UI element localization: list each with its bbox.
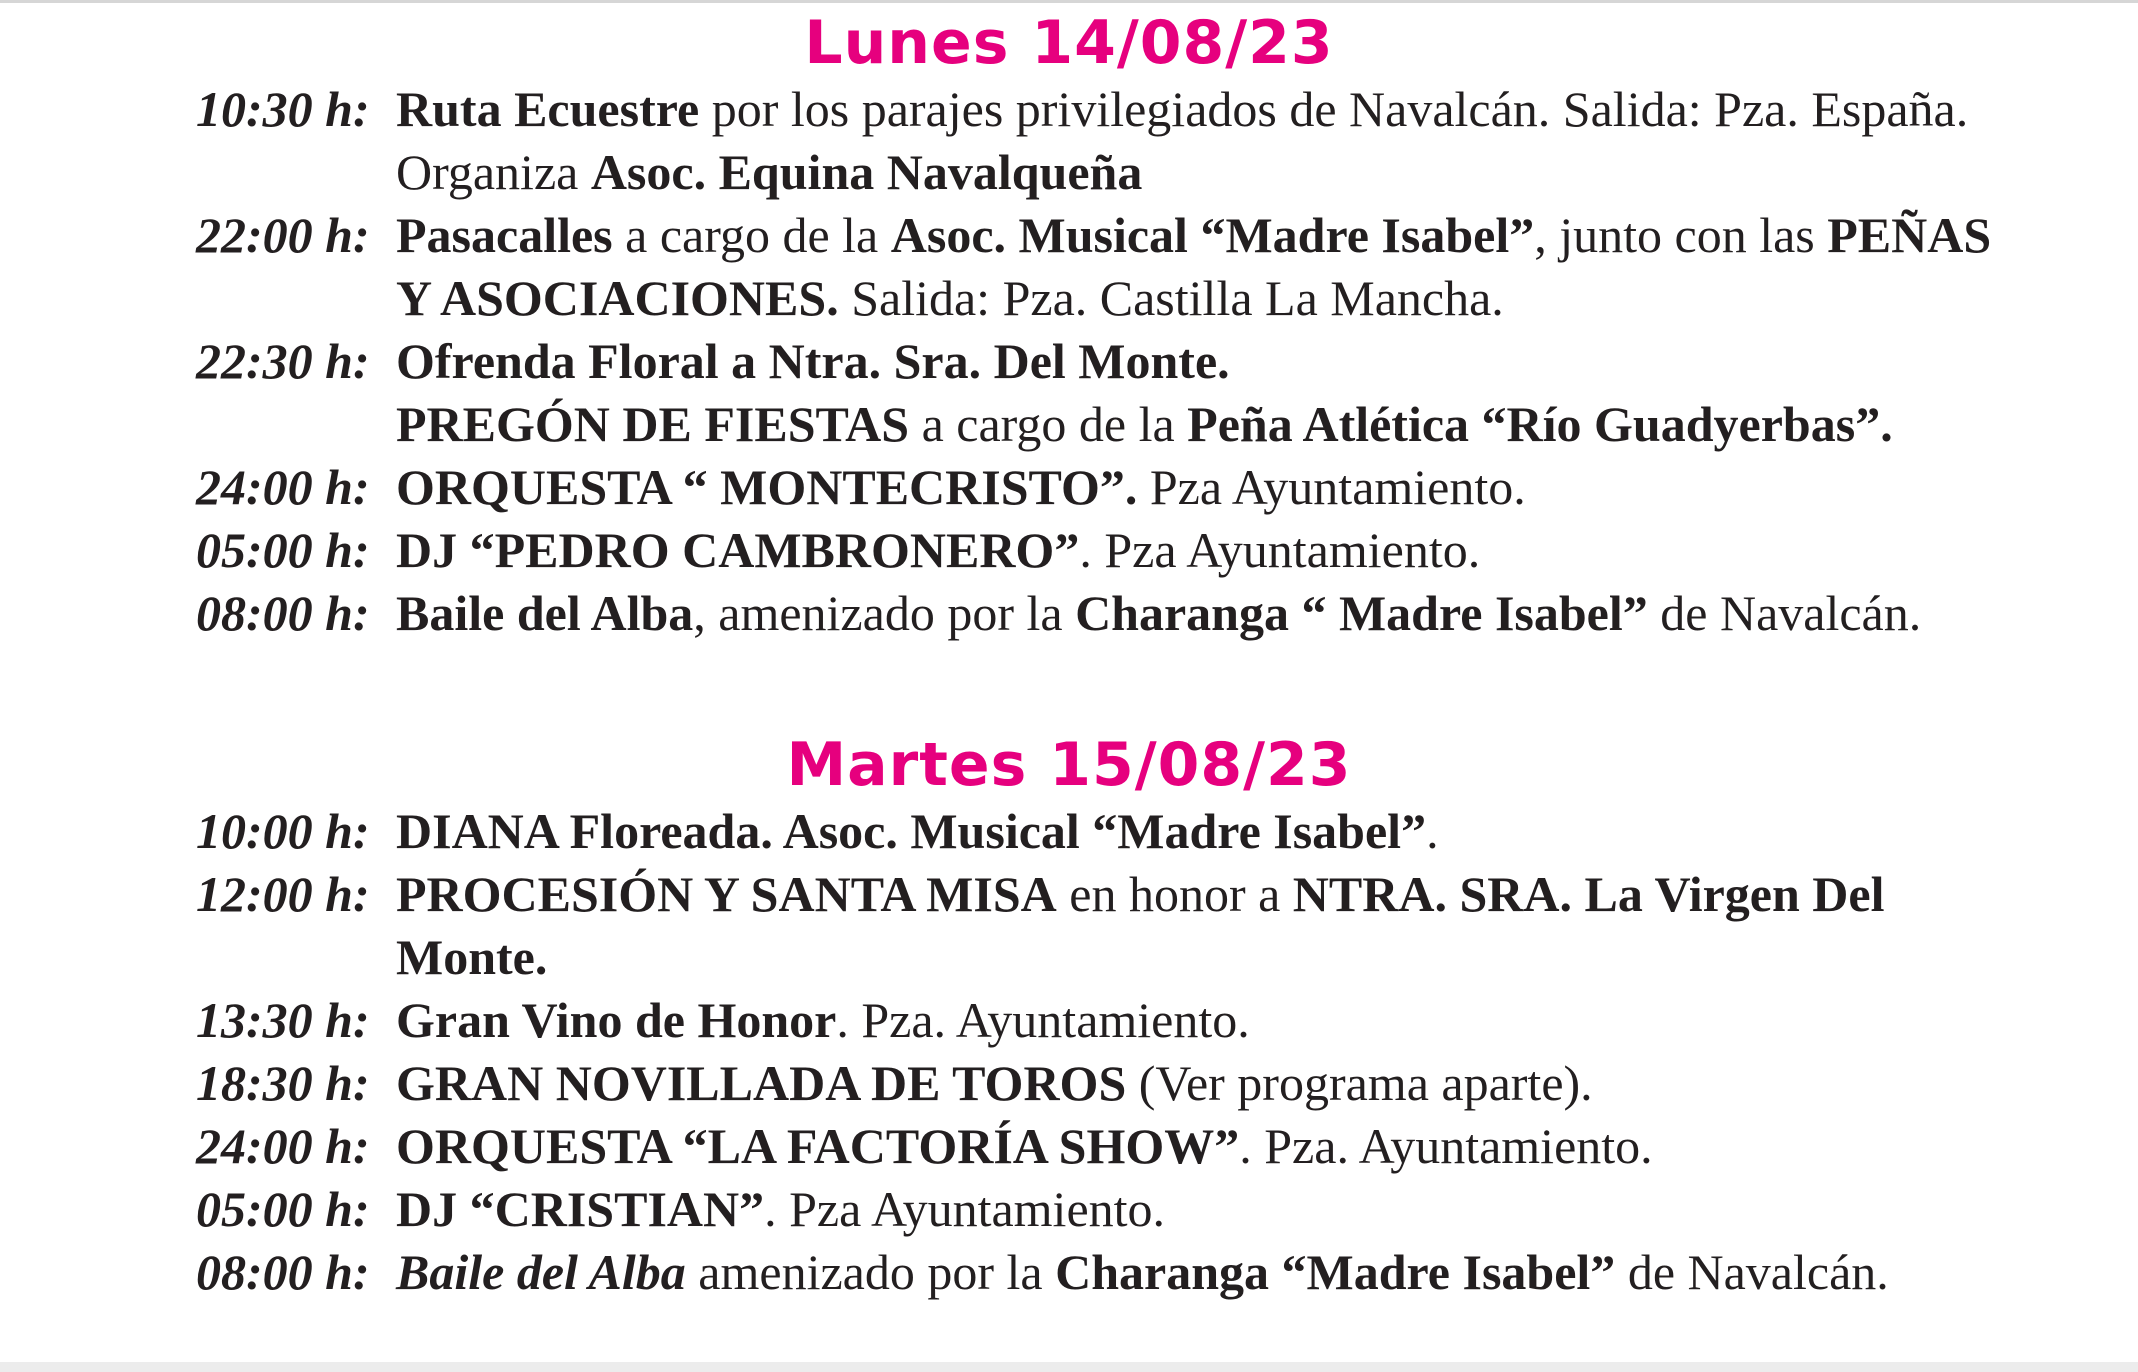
event-time: 24:00 h: (196, 459, 370, 515)
event-row (0, 1115, 2138, 1178)
event-row (0, 204, 2138, 330)
event-time: 08:00 h: (196, 585, 370, 641)
event-time: 08:00 h: (196, 1244, 370, 1300)
event-row (0, 456, 2138, 519)
event-row (0, 1241, 2138, 1367)
event-row (0, 78, 2138, 204)
event-time: 18:30 h: (196, 1055, 370, 1111)
event-title: Ofrenda Floral a Ntra. Sra. Del Monte. (396, 333, 1230, 389)
event-row (0, 800, 2138, 863)
event-title: DJ “CRISTIAN” (396, 1181, 765, 1237)
event-title: DIANA Floreada. Asoc. Musical “Madre Isabel” (396, 803, 1427, 859)
event-organizer: Peña Atlética “Río Guadyerbas”. (1187, 396, 1893, 452)
bottom-band (0, 1362, 2138, 1372)
event-description (396, 582, 1996, 645)
event-row (0, 519, 2138, 582)
event-location: Salida: Pza. Castilla La Mancha. (838, 270, 1504, 326)
event-organizer: Charanga “Madre Isabel” (1055, 1244, 1616, 1300)
event-row (0, 989, 2138, 1052)
event-detail: a cargo de la (909, 396, 1188, 452)
event-title: Pasacalles (396, 207, 613, 263)
event-time: 05:00 h: (196, 1181, 370, 1237)
event-description (396, 1052, 1996, 1115)
event-row (0, 1052, 2138, 1115)
event-time: 22:30 h: (196, 333, 370, 389)
event-description (396, 330, 1996, 456)
event-time: 05:00 h: (196, 522, 370, 578)
event-detail: . (1426, 803, 1439, 859)
event-location: . Pza. Ayuntamiento. (1239, 1118, 1653, 1174)
event-participants: PEÑAS Y ASOCIACIONES. (396, 207, 1992, 326)
event-location: Pza Ayuntamiento. (1137, 459, 1526, 515)
event-location: . Pza Ayuntamiento. (764, 1181, 1166, 1237)
event-row (0, 330, 2138, 456)
event-honoree: NTRA. SRA. La Virgen Del Monte. (396, 866, 1885, 985)
event-description (396, 863, 1996, 989)
day-heading-martes: Martes 15/08/23 (786, 730, 1352, 800)
event-detail: de Navalcán. (1647, 585, 1922, 641)
event-detail: , junto con las (1534, 207, 1828, 263)
event-detail: de Navalcán. (1615, 1244, 1889, 1300)
event-description (396, 1115, 1996, 1178)
event-description (396, 456, 1996, 519)
event-description (396, 1178, 1996, 1241)
event-title: PROCESIÓN Y SANTA MISA (396, 866, 1057, 922)
event-title: Baile del Alba (396, 585, 694, 641)
schedule-martes (0, 800, 2138, 1367)
event-row (0, 1178, 2138, 1241)
event-row (0, 582, 2138, 708)
event-time: 12:00 h: (196, 866, 370, 922)
event-description (396, 1241, 1996, 1304)
event-title: ORQUESTA “LA FACTORÍA SHOW” (396, 1118, 1240, 1174)
event-description (396, 78, 1996, 204)
event-organizer: Charanga “ Madre Isabel” (1075, 585, 1648, 641)
top-rule (0, 0, 2138, 3)
event-detail: en honor a (1056, 866, 1293, 922)
event-time: 22:00 h: (196, 207, 370, 263)
event-title: Gran Vino de Honor (396, 992, 837, 1048)
event-title: GRAN NOVILLADA DE TOROS (396, 1055, 1127, 1111)
event-title: DJ “PEDRO CAMBRONERO” (396, 522, 1080, 578)
day-heading-lunes: Lunes 14/08/23 (804, 8, 1334, 78)
event-title: Baile del Alba (396, 1244, 686, 1300)
event-row (0, 863, 2138, 989)
event-organizer: Asoc. Equina Navalqueña (590, 144, 1143, 200)
schedule-lunes (0, 78, 2138, 708)
event-detail: a cargo de la (612, 207, 891, 263)
event-time: 13:30 h: (196, 992, 370, 1048)
event-description (396, 519, 1996, 582)
event-time: 24:00 h: (196, 1118, 370, 1174)
event-description (396, 204, 1996, 330)
event-detail: , amenizado por la (693, 585, 1076, 641)
event-title: Ruta Ecuestre (396, 81, 700, 137)
event-detail: amenizado por la (685, 1244, 1056, 1300)
event-description (396, 989, 1996, 1052)
event-time: 10:00 h: (196, 803, 370, 859)
event-description (396, 800, 1996, 863)
event-location: . Pza. Ayuntamiento. (836, 992, 1250, 1048)
event-title: PREGÓN DE FIESTAS (396, 396, 910, 452)
event-organizer: Asoc. Musical “Madre Isabel” (890, 207, 1535, 263)
event-title: ORQUESTA “ MONTECRISTO”. (396, 459, 1138, 515)
event-time: 10:30 h: (196, 81, 370, 137)
event-location: . Pza Ayuntamiento. (1079, 522, 1481, 578)
event-detail: por los parajes privilegiados de Navalcán. Salida: Pza. España. Organiza (396, 81, 1969, 200)
event-detail: (Ver programa aparte). (1126, 1055, 1593, 1111)
